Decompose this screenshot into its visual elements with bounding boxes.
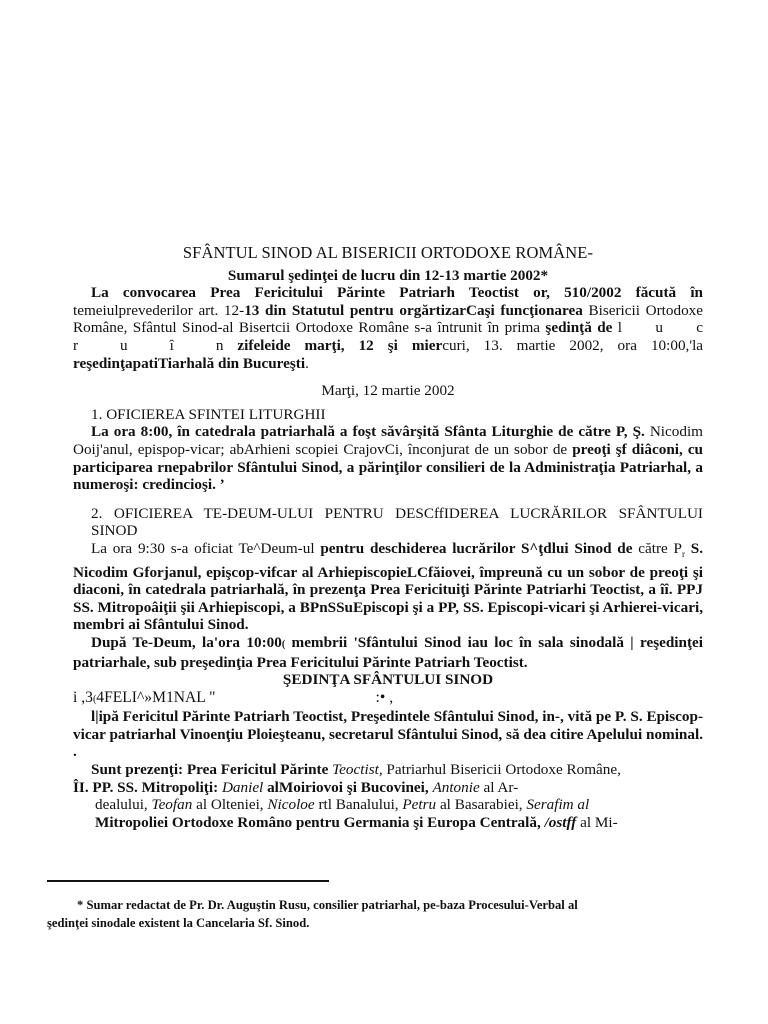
session-text-p4b: Teofan <box>151 796 193 814</box>
session-text-p5b: /ostff <box>544 813 577 831</box>
session-line-3 <box>73 779 703 797</box>
document-title: SFÂNTUL SINOD AL BISERICII ORTODOXE ROMÂNE- <box>182 243 594 262</box>
intro-text-d: Bisericii Ortodoxe Române, Sfântul Sinod-al Bisertcii Ortodoxe Române s-a întrunit în prima <box>73 301 703 337</box>
apel-small: ( <box>92 693 97 705</box>
section2-paragraph <box>73 540 703 634</box>
intro-text-i: martie 2002, ora 10:00,'la <box>516 336 704 354</box>
session-text-p4g: al Basarabiei, <box>436 796 527 814</box>
session-text-p4h: Serafim al <box>526 796 590 814</box>
section2-text-c: către P <box>638 539 682 557</box>
intro-text-b: temeiulprevederilor art. 12- <box>73 301 245 319</box>
session-text-p4d: Nicoloe <box>267 796 315 814</box>
intro-text-h: curi, 13. <box>442 336 503 354</box>
session-line-5 <box>73 814 703 832</box>
section2-text-d: S. Nicodim Gforjanul, epişcop-vifcar al ArhiepiscopieLCfăiovei, împreună cu un sobor de preoţi şi diaconi, în catedrala patriarhală, în prezenţa Prea Fericituiţi Părinte Patriarhi Teoctist, a îî. PPJ SS. Mitropoâiţii şii Arhiepiscopi, a BPnSSuEpiscopi şi a PP, SS. Episcopi-vicari şi Arhierei-vicari, membri ai Sfântului Sinod. <box>73 539 703 634</box>
section2-small: ( <box>281 638 286 650</box>
session-paragraph-1 <box>73 708 703 761</box>
footnote-line-2: şedinţei sinodale existent la Cancelaria Sf. Sinod. <box>47 916 310 930</box>
section1-text-c: preoţi şf diâconi, cu participarea rnepabrilor Sfântului Sinod, a părinţilor consilieri de la Administraţia Patriarhal, a numeroşi: credincioşi. ’ <box>73 440 704 494</box>
document-subtitle: Sumarul şedinţei de lucru din 12-13 martie 2002* <box>227 266 549 284</box>
intro-paragraph <box>73 284 703 372</box>
session-text-p4c: al Olteniei, <box>192 796 268 814</box>
session-text-p3e: al Ar- <box>479 778 519 796</box>
session-text-p5a: Mitropoliei Ortodoxe Româno pentru Germania şi Europa Centrală, <box>95 813 545 831</box>
intro-text-a: La convocarea Prea Fericitului Părinte Patriarh Teoctist or, 510/2002 făcută în <box>91 284 703 302</box>
session-text-p3b: Daniel <box>221 778 264 796</box>
intro-text-k: . <box>305 354 309 372</box>
apel-mid: 4FELI^»M1NAL " <box>96 688 216 706</box>
section1-paragraph <box>73 423 703 493</box>
intro-text-c: 13 din Statutul pentru orgărtizarCaşi funcţionarea <box>244 301 583 319</box>
section2-text-f: membrii 'Sfântului Sinod iau loc în sala sinodală | reşedinţei patriarhale, sub preşedinţia Prea Fericitului Părinte Patriarh Teoctist. <box>73 633 703 671</box>
session-heading: ŞEDINŢA SFÂNTULUI SINOD <box>282 671 494 689</box>
session-paragraph-2 <box>73 761 703 779</box>
session-text-p3a: ÎI. PP. SS. Mitropoliţi: <box>73 778 222 796</box>
section2-text-b: pentru deschiderea lucrărilor S^ţdlui Sinod de <box>314 539 633 557</box>
section2-title: 2. OFICIEREA TE-DEUM-ULUI PENTRU DESCffIDEREA LUCRĂRILOR SFÂNTULUI SINOD <box>91 504 703 540</box>
footnote-divider <box>47 880 329 882</box>
footnote-line-1: * Sumar redactat de Pr. Dr. Auguştin Rusu, consilier patriarhal, pe-baza Procesului-Verbal al <box>77 898 578 912</box>
session-line-4 <box>73 796 703 814</box>
intro-text-g: zifeleide marţi, 12 şi mier <box>237 336 443 354</box>
section2-text-a: La ora 9:30 s-a oficiat Te^Deum-ul <box>91 539 315 557</box>
session-text-p4f: Petru <box>402 796 437 814</box>
session-text-p4e: rtl Banalului, <box>314 796 403 814</box>
intro-text-e: şedinţă de <box>545 319 613 337</box>
document-body <box>73 244 703 831</box>
section1-text-b: Nicodim Ooij'anul, epispop-vicar; abArhieni scopiei CrajovCi, înconjurat de un sobor de <box>73 423 703 458</box>
intro-text-spaced: l u c r u î n <box>73 319 704 354</box>
section2-paragraph-2 <box>73 634 703 671</box>
footnote <box>47 896 707 932</box>
session-text-p3c: alMoiriovoi şi Bucovinei, <box>263 778 433 796</box>
apel-left: i ,3 <box>73 688 93 706</box>
apel-right: :• , <box>375 688 394 706</box>
session-text-p1: l|ipă Fericitul Părinte Patriarh Teoctist, Preşedintele Sfântului Sinod, in-, vită pe P. S. Episcop-vicar patriarhal Vinoenţiu Ploieşteanu, secretarul Sfântului Sinod, să dea citire Apelului nominal. . <box>73 708 703 761</box>
session-text-p3d: Antonie <box>432 778 480 796</box>
session-text-p4a: dealului, <box>95 796 152 814</box>
section2-text-e: După Te-Deum, la'ora 10:00 <box>91 633 282 651</box>
session-text-p2b: Teoctist, <box>332 761 383 779</box>
section1-title: 1. OFICIEREA SFINTEI LITURGHII <box>91 405 326 423</box>
intro-text-j: reşedinţapatiTiarhală din Bucureşti <box>73 354 306 372</box>
session-text-p2c: Patriarhul Bisericii Ortodoxe Române, <box>382 761 621 779</box>
section1-text-a: La ora 8:00, în catedrala patriarhală a foşt săvârşită Sfânta Liturghie de către P, Ş. <box>91 423 645 441</box>
session-text-p5c: al Mi- <box>576 813 618 831</box>
session-text-p2a: Sunt prezenţi: Prea Fericitul Părinte <box>91 761 333 779</box>
section2-sub: r <box>681 548 685 559</box>
apel-nominal-line <box>73 689 703 709</box>
date-heading: Marţi, 12 martie 2002 <box>321 382 455 400</box>
